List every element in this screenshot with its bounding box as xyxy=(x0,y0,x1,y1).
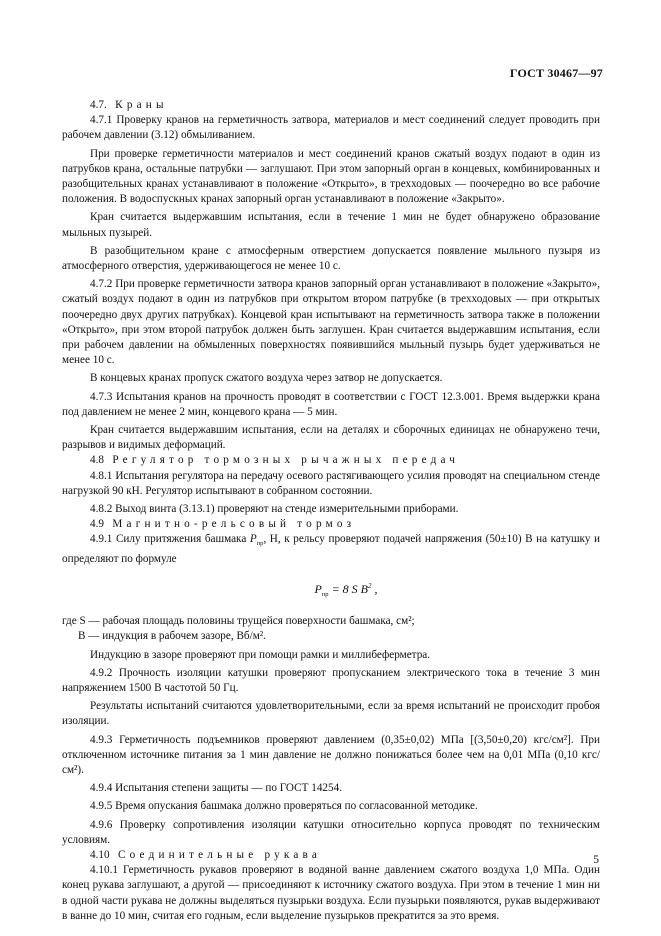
paragraph: 4.9.6 Проверку сопротивления изоляции катушки относительно корпуса проводят по техническим условиям. xyxy=(62,818,600,846)
paragraph: В концевых кранах пропуск сжатого воздуха через затвор не допускается. xyxy=(90,372,443,385)
paragraph: Кран считается выдержавшим испытания, если на деталях и сборочных единицах не обнаружено течи, разрывов и видимых деформаций. xyxy=(62,424,600,452)
paragraph: Результаты испытаний считаются удовлетворительными, если за время испытаний не происходит пробоя изоляции. xyxy=(62,700,600,728)
page-header: ГОСТ 30467—97 xyxy=(509,66,603,80)
paragraph: 4.9.4 Испытания степени защиты — по ГОСТ 14254. xyxy=(90,782,342,795)
paragraph: 4.8.1 Испытания регулятора на передачу осевого растягивающего усилия проводят на специальном стенде нагрузкой 90 кН. Регулятор испытывают в собранном состоянии. xyxy=(62,469,600,497)
paragraph: 4.7.3 Испытания кранов на прочность проводят в соответствии с ГОСТ 12.3.001. Время выдержки крана под давлением не менее 2 мин, концевого крана — 5 мин. xyxy=(62,390,600,418)
paragraph: Кран считается выдержавшим испытания, если в течение 1 мин не будет обнаружено образование мыльных пузырей. xyxy=(62,211,600,239)
paragraph: 4.8.2 Выход винта (3.13.1) проверяют на стенде измерительными приборами. xyxy=(90,503,459,516)
formula: $P_{пр} = 8$ S $B^2$ , xyxy=(314,581,378,598)
paragraph: При проверке герметичности материалов и мест соединений кранов сжатый воздух подают в один из патрубков крана, остальные патрубки — заглушают. При этом запорный орган в концевых, комбинированных и разобщительных кранах устанавливают в положение «Открыто», в трехходовых — поочередно во все рабочие положения. В водоспускных кранах запорный орган устанавливают в положение «Закрыто». xyxy=(62,147,600,206)
paragraph: Индукцию в зазоре проверяют при помощи рамки и миллибеферметра. xyxy=(90,648,431,661)
page-number: 5 xyxy=(593,854,599,866)
paragraph: В разобщительном кране с атмосферным отверстием допускается появление мыльного пузыря из атмосферного отверстия, удерживающегося не менее 10 с. xyxy=(62,244,600,273)
paragraph: 4.9.2 Прочность изоляции катушки проверяют пропусканием электрического тока в течение 3 мин напряжением 1500 В частотой 50 Гц. xyxy=(62,666,600,694)
section-heading-4-10: 4.10 Соединительные рукава xyxy=(90,848,322,861)
paragraph: 4.9.3 Герметичность подъемников проверяют давлением (0,35±0,02) МПа [(3,50±0,20) кгс/см²]. При отключенном источнике питания за 1 мин давление не должно понижаться более чем на 0,01 МПа (0,10 кгс/см²). xyxy=(62,733,600,776)
section-heading-4-9: 4.9 Магнитно-рельсовый тормоз xyxy=(90,518,356,531)
paragraph: 4.9.5 Время опускания башмака должно проверяться по согласованной методике. xyxy=(90,800,478,813)
paragraph: 4.7.2 При проверке герметичности затвора кранов запорный орган устанавливают в положение «Закрыто», сжатый воздух подают в один из патрубков при открытом втором патрубке (в трехходовых — при открытых поочередно двух других патрубках). Концевой кран испытывают на герметичность затвора также в положении «Открыто», при этом второй патрубок должен быть заглушен. Кран считается выдержавшим испытания, если при рабочем давлении на обмыленных поверхностях появившийся мыльный пузырь будет удерживаться не менее 10 с. xyxy=(62,278,600,367)
formula-legend-s: где S — рабочая площадь половины трущейся поверхности башмака, см²; xyxy=(62,615,415,628)
section-heading-4-7: 4.7. Краны xyxy=(90,99,168,111)
section-heading-4-8: 4.8 Регулятор тормозных рычажных передач xyxy=(90,454,460,467)
paragraph: 4.9.1 Силу притяжения башмака $P_{пр}$, Н, к рельсу проверяют подачей напряжения (50±10) В на катушку и определяют по формуле xyxy=(62,533,600,565)
formula-legend-b: B — индукция в рабочем зазоре, Вб/м². xyxy=(78,630,266,643)
paragraph: 4.7.1 Проверку кранов на герметичность затвора, материалов и мест соединений следует проводить при рабочем давлении (3.12) обмыливанием. xyxy=(62,114,600,142)
document-body xyxy=(62,98,600,924)
paragraph: 4.10.1 Герметичность рукавов проверяют в водяной ванне давлением сжатого воздуха 1,0 МПа. Один конец рукава заглушают, а другой — присоединяют к источнику сжатого воздуха. При этом в течение 1 мин ни в одной части рукава не должны выделяться пузырьки воздуха. Если пузырьки появляются, рукав выдерживают в ванне до 10 мин, считая его годным, если выделение пузырьков прекратится за это время. xyxy=(62,864,600,922)
